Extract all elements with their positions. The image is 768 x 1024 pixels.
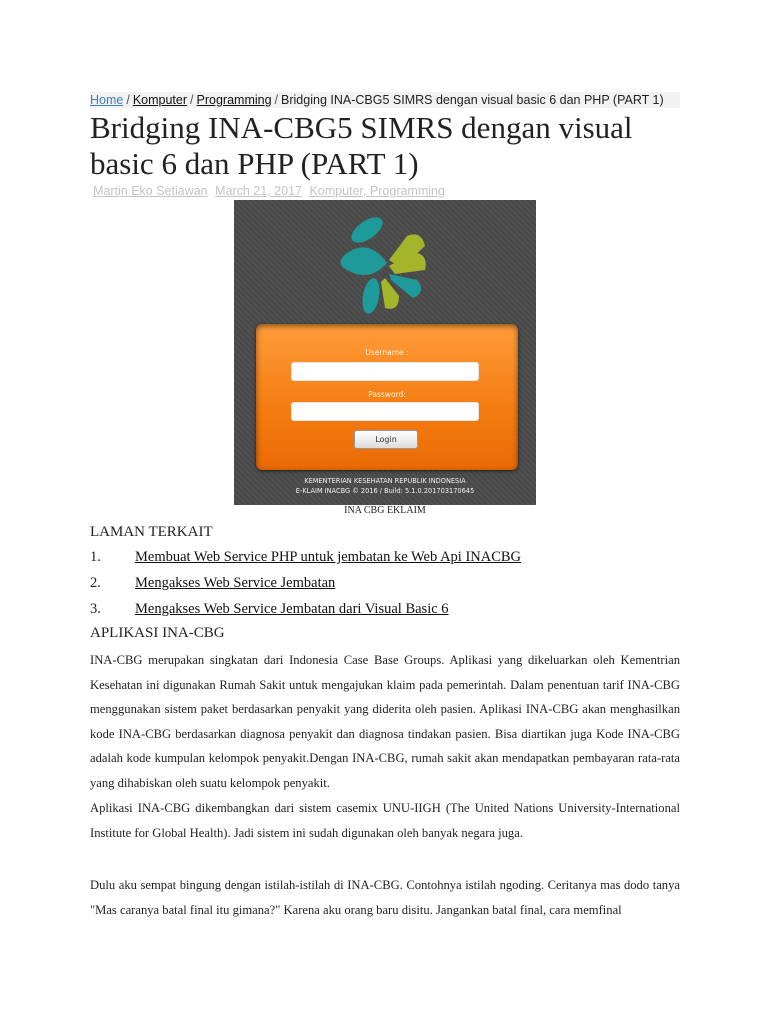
post-date[interactable]: March 21, 2017	[215, 184, 302, 198]
password-input[interactable]	[291, 402, 479, 421]
list-number: 1.	[90, 549, 101, 565]
image-caption: INA CBG EKLAIM	[344, 505, 426, 516]
login-panel	[256, 324, 518, 470]
breadcrumb-separator: /	[274, 93, 279, 107]
list-number: 2.	[90, 575, 101, 591]
related-link-1[interactable]: Membuat Web Service PHP untuk jembatan ke Web Api INACBG	[135, 549, 522, 565]
login-button[interactable]: Login	[354, 430, 418, 449]
footer-line-2: E-KLAIM INACBG © 2016 / Build: 5.1.0.201703170645	[295, 487, 475, 495]
paragraph-1: INA-CBG merupakan singkatan dari Indonesia Case Base Groups. Aplikasi yang dikeluarkan oleh Kementrian Kesehatan ini digunakan Rumah Sakit untuk mengajukan klaim pada pemerintah. Dalam penentuan tarif INA-CBG menggunakan sistem paket berdasarkan penyakit yang diderita oleh pasien. Aplikasi INA-CBG akan menghasilkan kode INA-CBG berdasarkan diagnosa penyakit dan diagnosa tindakan pasien. Bisa diartikan juga Kode INA-CBG adalah kode kumpulan kelompok penyakit.Dengan INA-CBG, rumah sakit akan mendapatkan pembayaran rata-rata yang dihabiskan oleh suatu kelompok penyakit.	[90, 653, 680, 790]
breadcrumb	[90, 92, 680, 108]
breadcrumb-separator: /	[190, 93, 194, 107]
password-label: Password:	[368, 390, 406, 399]
footer-line-1: KEMENTERIAN KESEHATAN REPUBLIK INDONESIA	[304, 477, 466, 485]
author-link[interactable]: Martin Eko Setiawan	[93, 184, 208, 198]
breadcrumb-komputer-link[interactable]: Komputer	[132, 93, 188, 107]
list-number: 3.	[90, 601, 101, 617]
list-item	[90, 601, 680, 627]
section-heading: APLIKASI INA-CBG	[90, 625, 225, 641]
breadcrumb-home-link[interactable]: Home	[90, 93, 124, 107]
related-link-3[interactable]: Mengakses Web Service Jembatan dari Visual Basic 6	[135, 601, 449, 617]
breadcrumb-current: Bridging INA-CBG5 SIMRS dengan visual basic 6 dan PHP (PART 1)	[281, 93, 664, 107]
list-item	[90, 549, 680, 575]
username-label: Username :	[365, 348, 409, 357]
page-title: Bridging INA-CBG5 SIMRS dengan visual basic 6 dan PHP (PART 1)	[90, 110, 633, 181]
list-item	[90, 575, 680, 601]
screenshot-footer	[234, 476, 536, 496]
related-heading: LAMAN TERKAIT	[90, 524, 213, 540]
related-list	[90, 549, 680, 627]
kemenkes-logo-icon	[329, 208, 439, 318]
paragraph-3: Dulu aku sempat bingung dengan istilah-istilah di INA-CBG. Contohnya istilah ngoding. Ceritanya mas dodo tanya "Mas caranya batal final itu gimana?" Karena aku orang baru disitu. Jangankan batal final, cara memfinal	[90, 878, 680, 917]
breadcrumb-programming-link[interactable]: Programming	[196, 93, 272, 107]
username-input[interactable]	[291, 362, 479, 381]
related-link-2[interactable]: Mengakses Web Service Jembatan	[135, 575, 336, 591]
ina-cbg-screenshot	[234, 200, 536, 505]
breadcrumb-separator: /	[126, 93, 130, 107]
post-categories[interactable]: Komputer, Programming	[309, 184, 445, 198]
post-meta	[93, 184, 449, 198]
paragraph-2: Aplikasi INA-CBG dikembangkan dari sistem casemix UNU-IIGH (The United Nations University-International Institute for Global Health). Jadi sistem ini sudah digunakan oleh banyak negara juga.	[90, 801, 680, 840]
